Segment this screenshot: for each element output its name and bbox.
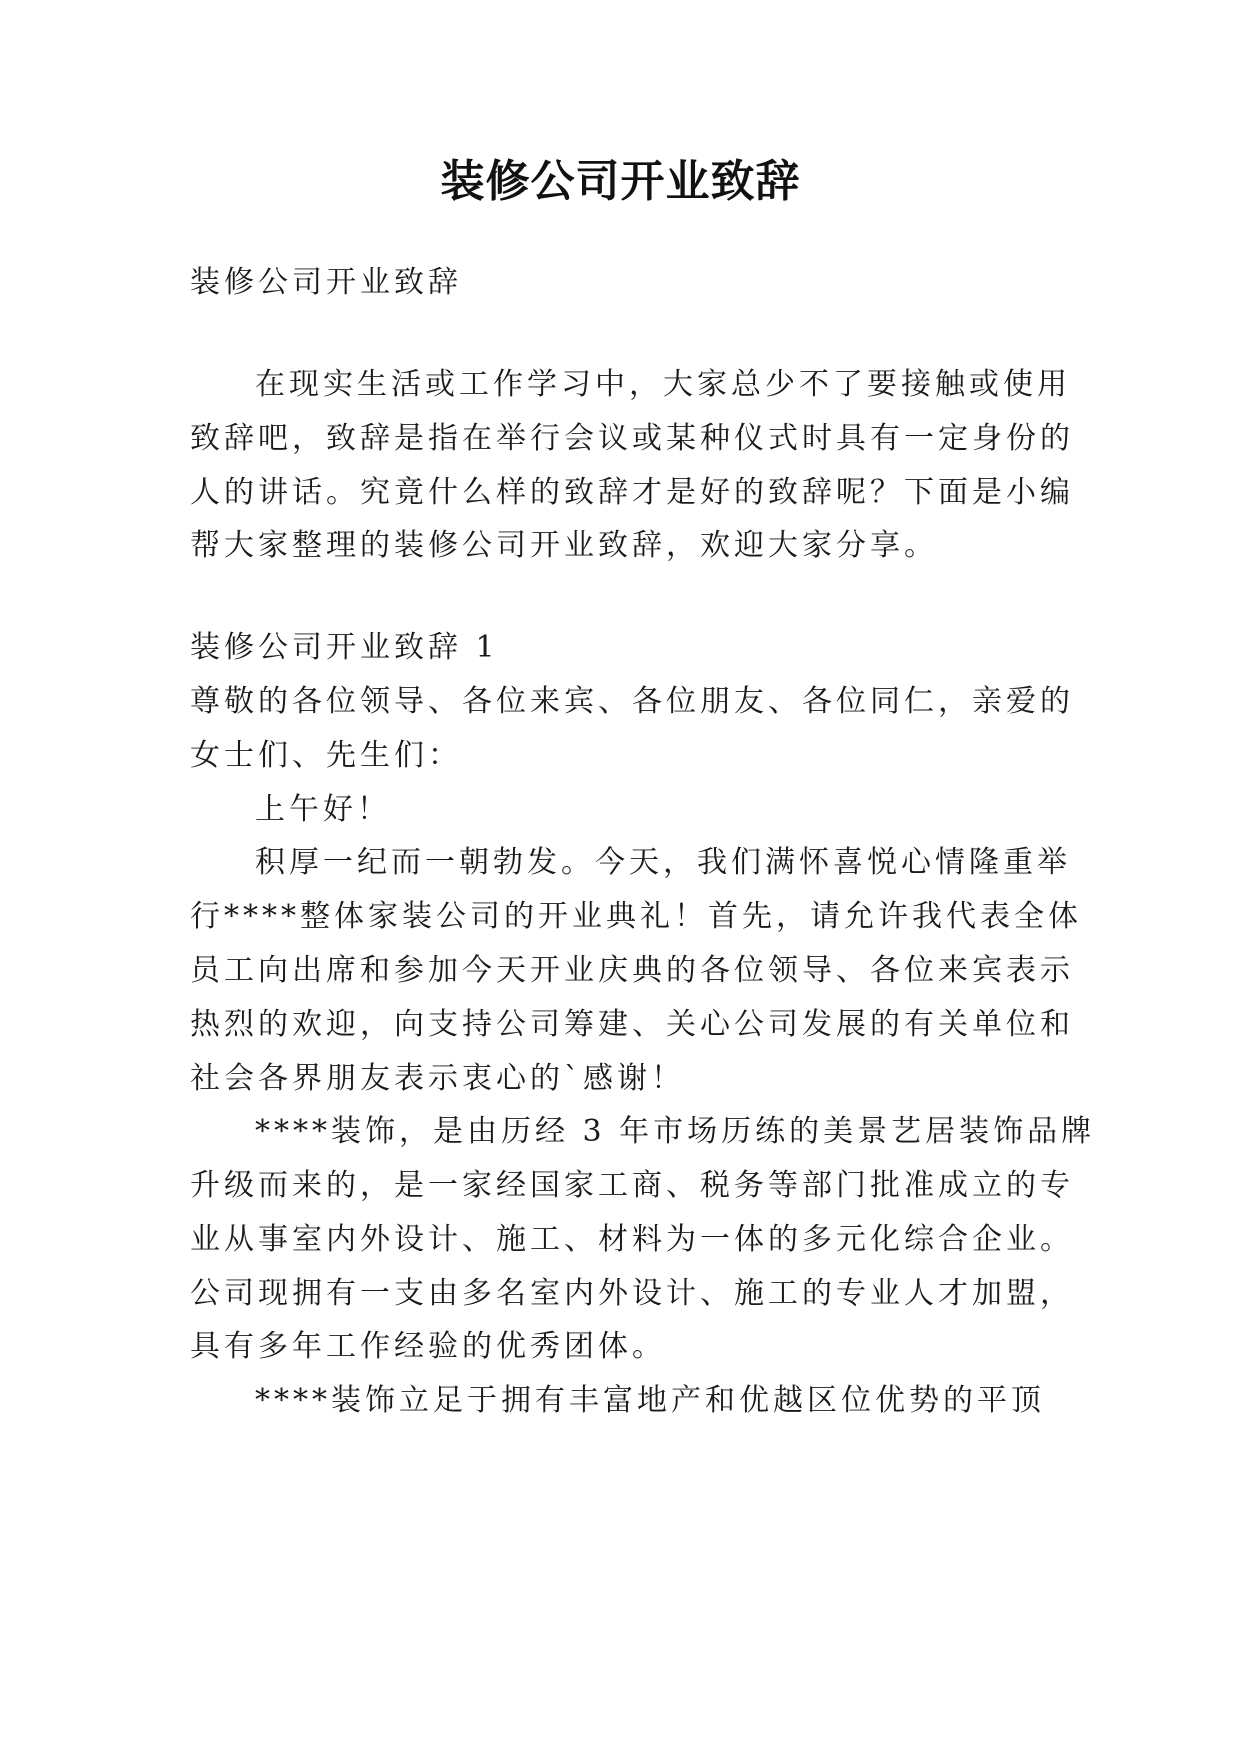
paragraph-1-line-2: 行****整体家装公司的开业典礼！首先，请允许我代表全体 — [190, 899, 1082, 934]
paragraph-2-line-5: 具有多年工作经验的优秀团体。 — [190, 1329, 666, 1364]
paragraph-2-line-1: ****装饰，是由历经 3 年市场历练的美景艺居装饰品牌 — [255, 1114, 1096, 1149]
paragraph-2-line-4: 公司现拥有一支由多名室内外设计、施工的专业人才加盟， — [190, 1276, 1074, 1311]
document-subtitle: 装修公司开业致辞 — [190, 265, 462, 300]
salutation-line-1: 尊敬的各位领导、各位来宾、各位朋友、各位同仁，亲爱的 — [190, 684, 1074, 719]
intro-line-2: 致辞吧，致辞是指在举行会议或某种仪式时具有一定身份的 — [190, 421, 1074, 456]
paragraph-1-line-1: 积厚一纪而一朝勃发。今天，我们满怀喜悦心情隆重举 — [255, 845, 1071, 880]
greeting: 上午好！ — [255, 792, 391, 827]
paragraph-1-line-5: 社会各界朋友表示衷心的`感谢！ — [190, 1061, 685, 1096]
paragraph-3-line-1: ****装饰立足于拥有丰富地产和优越区位优势的平顶 — [255, 1383, 1045, 1418]
paragraph-2-line-3: 业从事室内外设计、施工、材料为一体的多元化综合企业。 — [190, 1222, 1074, 1257]
document-title: 装修公司开业致辞 — [440, 156, 801, 207]
paragraph-1-line-4: 热烈的欢迎，向支持公司筹建、关心公司发展的有关单位和 — [190, 1007, 1074, 1042]
paragraph-2-line-2: 升级而来的，是一家经国家工商、税务等部门批准成立的专 — [190, 1168, 1074, 1203]
intro-line-1: 在现实生活或工作学习中，大家总少不了要接触或使用 — [255, 367, 1071, 402]
paragraph-1-line-3: 员工向出席和参加今天开业庆典的各位领导、各位来宾表示 — [190, 953, 1074, 988]
intro-line-4: 帮大家整理的装修公司开业致辞，欢迎大家分享。 — [190, 528, 938, 563]
intro-line-3: 人的讲话。究竟什么样的致辞才是好的致辞呢？下面是小编 — [190, 475, 1074, 510]
salutation-line-2: 女士们、先生们： — [190, 738, 462, 773]
section-heading: 装修公司开业致辞 1 — [190, 630, 499, 665]
